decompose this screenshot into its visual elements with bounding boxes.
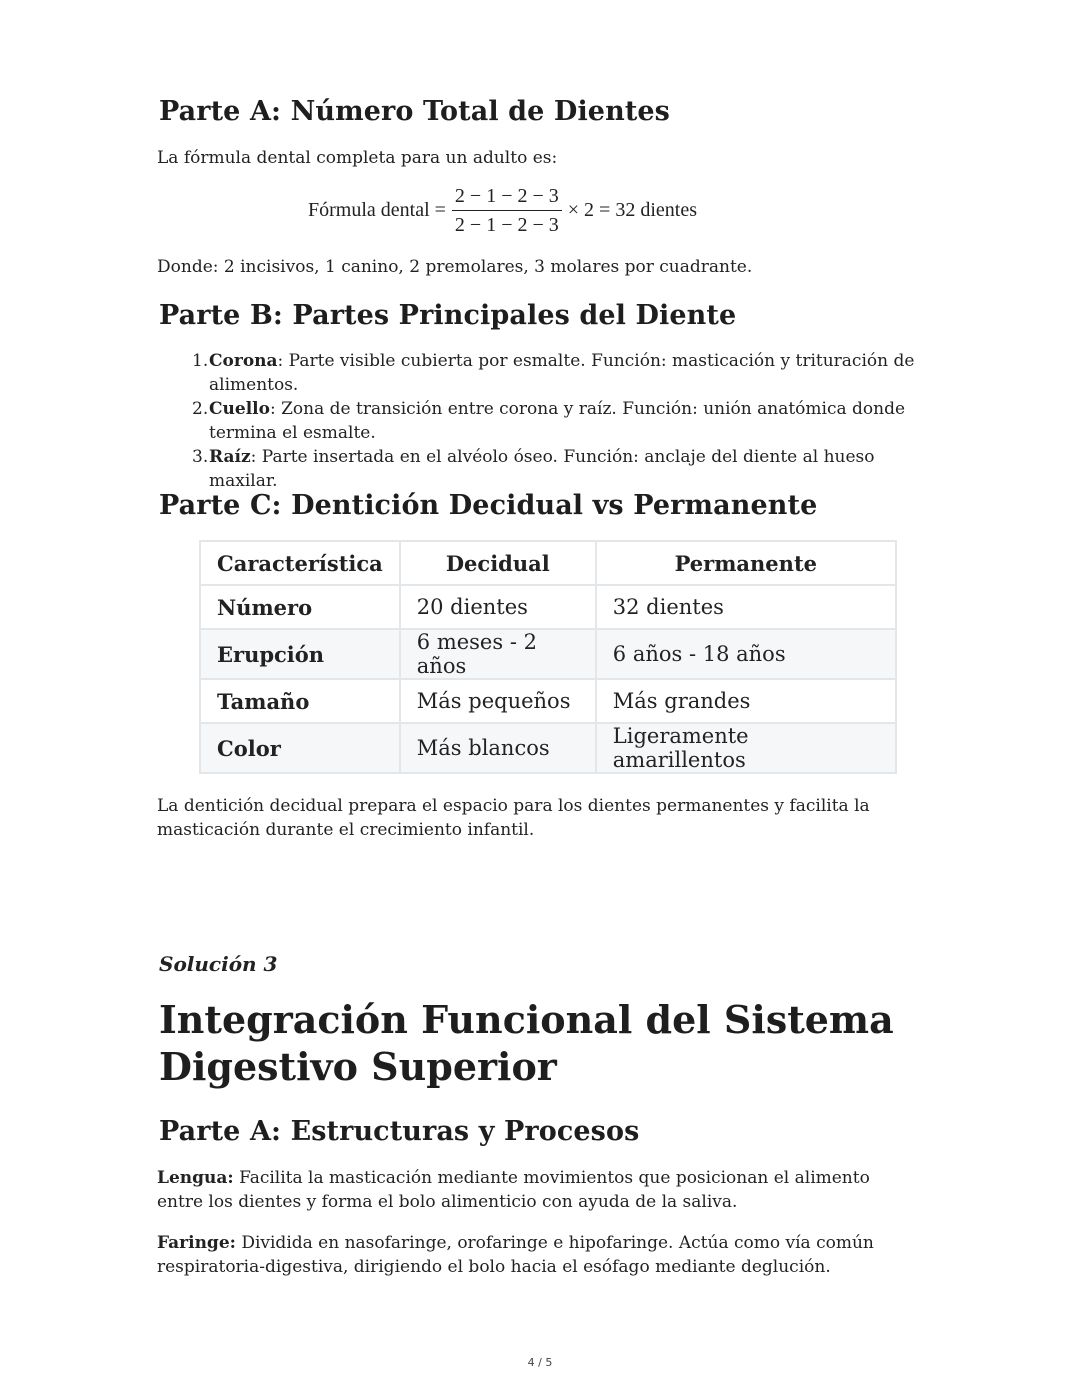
table-cell: 6 años - 18 años xyxy=(596,629,896,679)
table-cell: 32 dientes xyxy=(596,585,896,629)
formula-label: Fórmula dental = xyxy=(308,198,446,221)
dental-formula xyxy=(308,184,697,236)
paragraph-term: Lengua: xyxy=(157,1168,234,1188)
formula-result: × 2 = 32 dientes xyxy=(567,198,697,221)
table-header-cell: Característica xyxy=(200,541,400,585)
table-cell: Más blancos xyxy=(400,723,596,773)
table-header-cell: Permanente xyxy=(596,541,896,585)
list-item: 2. Cuello: Zona de transición entre corona y raíz. Función: unión anatómica donde termina el esmalte. xyxy=(192,399,906,443)
list-item-text: : Parte visible cubierta por esmalte. Función: masticación y trituración de alimentos. xyxy=(209,351,915,395)
paragraph-text: Dividida en nasofaringe, orofaringe e hipofaringe. Actúa como vía común respiratoria-digestiva, dirigiendo el bolo hacia el esófago mediante deglución. xyxy=(157,1233,874,1277)
formula-fraction xyxy=(452,184,562,237)
table-cell: Erupción xyxy=(200,629,400,679)
paragraph-lengua xyxy=(157,1166,917,1214)
list-item-term: Corona xyxy=(209,351,278,371)
table-header-row xyxy=(200,541,896,585)
section-c-heading: Parte C: Dentición Decidual vs Permanente xyxy=(159,490,818,521)
table-cell: Más grandes xyxy=(596,679,896,723)
list-item: 3. Raíz: Parte insertada en el alvéolo óseo. Función: anclaje del diente al hueso maxilar. xyxy=(192,447,875,491)
list-item-term: Cuello xyxy=(209,399,270,419)
table-cell: Color xyxy=(200,723,400,773)
table-cell: Número xyxy=(200,585,400,629)
table-row xyxy=(200,723,896,773)
table-cell: Más pequeños xyxy=(400,679,596,723)
formula-denominator: 2 − 1 − 2 − 3 xyxy=(454,213,559,236)
tooth-parts-list xyxy=(192,349,932,493)
section-a-note: Donde: 2 incisivos, 1 canino, 2 premolares, 3 molares por cuadrante. xyxy=(157,257,753,277)
page-number: 4 / 5 xyxy=(527,1356,553,1369)
list-item: 1. Corona: Parte visible cubierta por esmalte. Función: masticación y trituración de alimentos. xyxy=(192,351,915,395)
table-cell: 6 meses - 2 años xyxy=(400,629,596,679)
list-item-term: Raíz xyxy=(209,447,251,467)
dentition-table xyxy=(199,540,897,774)
section-a-intro: La fórmula dental completa para un adulto es: xyxy=(157,148,558,168)
formula-numerator: 2 − 1 − 2 − 3 xyxy=(452,184,562,211)
table-cell: Ligeramente amarillentos xyxy=(596,723,896,773)
paragraph-text: Facilita la masticación mediante movimientos que posicionan el alimento entre los dientes y forma el bolo alimenticio con ayuda de la saliva. xyxy=(157,1168,870,1212)
table-row xyxy=(200,585,896,629)
table-row xyxy=(200,679,896,723)
solution-subheading: Parte A: Estructuras y Procesos xyxy=(159,1116,640,1147)
solution-title: Integración Funcional del Sistema Digestivo Superior xyxy=(159,997,894,1089)
list-item-text: : Parte insertada en el alvéolo óseo. Función: anclaje del diente al hueso maxilar. xyxy=(209,447,875,491)
paragraph-faringe xyxy=(157,1231,917,1279)
table-cell: Tamaño xyxy=(200,679,400,723)
solution-label: Solución 3 xyxy=(159,952,278,976)
section-b-heading: Parte B: Partes Principales del Diente xyxy=(159,300,737,331)
table-header-cell: Decidual xyxy=(400,541,596,585)
table-row xyxy=(200,629,896,679)
table-cell: 20 dientes xyxy=(400,585,596,629)
section-c-note: La dentición decidual prepara el espacio para los dientes permanentes y facilita la masticación durante el crecimiento infantil. xyxy=(157,796,870,840)
section-a-heading: Parte A: Número Total de Dientes xyxy=(159,96,670,127)
list-item-text: : Zona de transición entre corona y raíz. Función: unión anatómica donde termina el esmalte. xyxy=(209,399,906,443)
paragraph-term: Faringe: xyxy=(157,1233,236,1253)
